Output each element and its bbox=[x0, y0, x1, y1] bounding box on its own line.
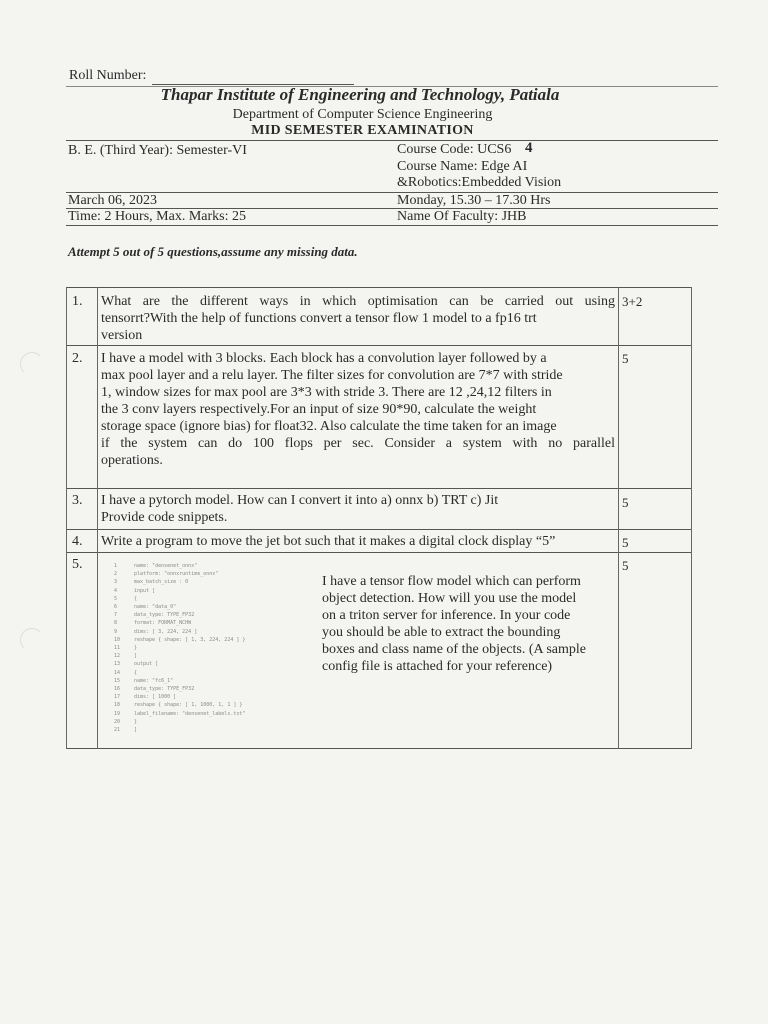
config-line-number: 5 bbox=[114, 595, 118, 602]
exam-day-time: Monday, 15.30 – 17.30 Hrs bbox=[397, 193, 551, 208]
config-line: data_type: TYPE_FP32 bbox=[134, 686, 195, 692]
question-2-number: 2. bbox=[72, 351, 83, 366]
config-line: dims: [ 1000 ] bbox=[134, 694, 177, 701]
config-line-number: 8 bbox=[114, 620, 118, 627]
punch-hole-mark bbox=[20, 352, 44, 376]
config-line: platform: "onnxruntime_onnx" bbox=[134, 571, 219, 578]
qtable-row1-bottom bbox=[66, 345, 692, 346]
config-line: format: FORMAT_NCHW bbox=[134, 620, 192, 627]
config-line-number: 21 bbox=[114, 727, 121, 733]
punch-hole-mark bbox=[20, 628, 44, 652]
config-line: { bbox=[134, 595, 138, 602]
config-line: reshape { shape: [ 1, 1000, 1, 1 ] } bbox=[134, 702, 243, 709]
config-line: name: "densenet_onnx" bbox=[134, 563, 198, 569]
question-4-number: 4. bbox=[72, 534, 83, 549]
qtable-num-divider bbox=[97, 287, 98, 749]
info-rule-1 bbox=[66, 140, 718, 141]
config-line: output [ bbox=[134, 661, 159, 668]
course-code: Course Code: UCS6 bbox=[397, 142, 512, 157]
question-3-marks: 5 bbox=[622, 495, 629, 510]
qtable-row3-bottom bbox=[66, 529, 692, 530]
qtable-row4-bottom bbox=[66, 552, 692, 553]
config-line: { bbox=[134, 669, 138, 676]
roll-number-label: Roll Number: bbox=[69, 68, 147, 83]
instructions: Attempt 5 out of 5 questions,assume any missing data. bbox=[68, 244, 358, 259]
config-line-number: 13 bbox=[114, 661, 121, 668]
institute-name: Thapar Institute of Engineering and Technology, Patiala bbox=[160, 85, 560, 104]
config-line-number: 1 bbox=[114, 563, 118, 569]
config-line: reshape { shape: [ 1, 3, 224, 224 ] } bbox=[134, 636, 246, 643]
config-line-number: 7 bbox=[114, 612, 118, 619]
config-line: ] bbox=[134, 653, 138, 660]
config-line: dims: [ 3, 224, 224 ] bbox=[134, 628, 198, 635]
question-3-number: 3. bbox=[72, 493, 83, 508]
info-rule-4 bbox=[66, 225, 718, 226]
config-line-number: 17 bbox=[114, 694, 121, 701]
question-1-marks: 3+2 bbox=[622, 294, 643, 309]
config-line: data_type: TYPE_FP32 bbox=[134, 612, 195, 619]
question-5-number: 5. bbox=[72, 557, 83, 572]
config-file-snippet bbox=[104, 557, 304, 742]
config-line: } bbox=[134, 718, 138, 725]
exam-date: March 06, 2023 bbox=[68, 193, 158, 208]
question-3-text: I have a pytorch model. How can I convert it into a) onnx b) TRT c) Jit Provide code snippets. bbox=[101, 493, 499, 525]
course-name-line-1: Course Name: Edge AI bbox=[397, 159, 528, 174]
config-line: } bbox=[134, 645, 138, 651]
config-line-number: 18 bbox=[114, 702, 121, 709]
qtable-row2-bottom bbox=[66, 488, 692, 489]
question-2-marks: 5 bbox=[622, 351, 629, 366]
config-line-number: 14 bbox=[114, 669, 121, 676]
program-info: B. E. (Third Year): Semester-VI bbox=[68, 143, 247, 158]
qtable-left-border bbox=[66, 287, 67, 749]
config-line-number: 20 bbox=[114, 718, 121, 725]
config-line-number: 12 bbox=[114, 653, 121, 660]
config-line: name: "data_0" bbox=[134, 604, 177, 610]
course-name-line-2: &Robotics:Embedded Vision bbox=[397, 175, 562, 190]
qtable-marks-divider bbox=[618, 287, 619, 749]
question-4-marks: 5 bbox=[622, 535, 629, 550]
question-1-text: What are the different ways in which optimisation can be carried out using tensorrt?With the help of functions convert a tensor flow 1 model to a fp16 trt version bbox=[101, 294, 615, 343]
question-4-text: Write a program to move the jet bot such that it makes a digital clock display “5” bbox=[101, 534, 556, 549]
course-code-overwrite: 4 bbox=[525, 140, 533, 156]
faculty-name: Name Of Faculty: JHB bbox=[397, 209, 527, 224]
config-line-number: 6 bbox=[114, 604, 118, 610]
config-line: max_batch_size : 0 bbox=[134, 579, 189, 586]
question-5-text: I have a tensor flow model which can perform object detection. How will you use the model on a triton server for inference. In your code you should be able to extract the bounding boxes and class name of the objects. (A sample config file is attached for your reference) bbox=[322, 574, 586, 674]
config-line-number: 15 bbox=[114, 677, 121, 684]
config-line-number: 16 bbox=[114, 686, 121, 692]
config-line-number: 19 bbox=[114, 710, 121, 717]
config-line-number: 4 bbox=[114, 587, 118, 594]
question-2-text: I have a model with 3 blocks. Each block has a convolution layer followed by a max pool layer and a relu layer. The filter sizes for convolution are 7*7 with stride 1, window sizes for max pool are 3*3 with stride 3. There are 12 ,24,12 filters in the 3 conv layers respectively.For an input of size 90*90, calculate the weight storage space (ignore bias) for float32. Also calculate the time taken for an image if the system can do 100 flops per sec. Consider a system with no parallel operations. bbox=[101, 351, 615, 468]
qtable-top bbox=[66, 287, 692, 288]
config-line-number: 2 bbox=[114, 571, 118, 578]
config-line: ] bbox=[134, 727, 138, 733]
config-line-number: 11 bbox=[114, 645, 121, 651]
config-line: input [ bbox=[134, 587, 156, 594]
department-name: Department of Computer Science Engineering bbox=[232, 107, 493, 122]
config-line: name: "fc6_1" bbox=[134, 677, 174, 684]
info-rule-2 bbox=[66, 192, 718, 193]
qtable-bottom bbox=[66, 748, 692, 749]
time-and-marks: Time: 2 Hours, Max. Marks: 25 bbox=[68, 209, 246, 224]
question-5-marks: 5 bbox=[622, 558, 629, 573]
config-line-number: 10 bbox=[114, 636, 121, 643]
config-line: label_filename: "densenet_labels.txt" bbox=[134, 710, 246, 717]
config-line-number: 3 bbox=[114, 579, 118, 586]
config-line-number: 9 bbox=[114, 628, 118, 635]
exam-title: MID SEMESTER EXAMINATION bbox=[251, 123, 474, 138]
qtable-right-border bbox=[691, 287, 692, 749]
question-1-number: 1. bbox=[72, 294, 83, 309]
